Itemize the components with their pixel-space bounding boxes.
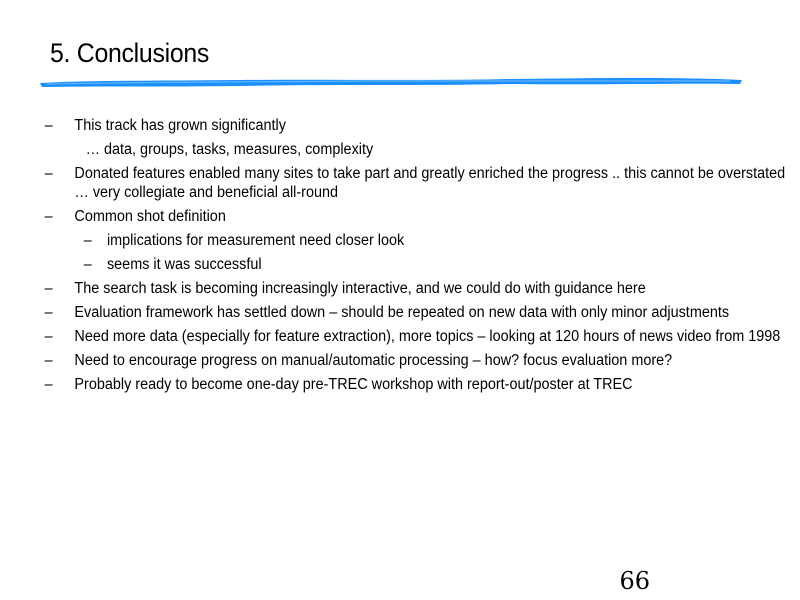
page-number: 66 — [619, 567, 650, 595]
bullet-dash: – — [44, 280, 53, 297]
bullet-dash: – — [44, 304, 53, 321]
bullet-item — [40, 327, 795, 346]
bullet-text: seems it was successful — [106, 256, 262, 273]
bullet-text: Probably ready to become one-day pre-TREC workshop with report-out/poster at TREC — [74, 376, 633, 393]
bullet-item — [40, 375, 795, 394]
bullet-dash: – — [44, 352, 53, 369]
bullet-text: This track has grown significantly — [74, 117, 286, 134]
bullet-text: Need more data (especially for feature extraction), more topics – looking at 120 hours of news video from 1998 — [74, 328, 781, 345]
sub-bullet-item — [40, 255, 800, 274]
sub-bullet-item — [40, 231, 800, 250]
bullet-item — [40, 207, 795, 226]
bullet-list — [40, 116, 786, 399]
bullet-item — [40, 116, 795, 135]
bullet-dash: – — [83, 232, 92, 249]
bullet-text: implications for measurement need closer look — [106, 232, 405, 249]
bullet-continuation — [40, 140, 800, 159]
title-underline-brush — [40, 74, 742, 90]
bullet-dash: – — [83, 256, 92, 273]
slide-title: 5. Conclusions — [50, 38, 210, 68]
bullet-item — [40, 279, 795, 298]
bullet-text: Need to encourage progress on manual/automatic processing – how? focus evaluation more? — [74, 352, 673, 369]
bullet-text: Evaluation framework has settled down – should be repeated on new data with only minor adjustments — [74, 304, 730, 321]
bullet-text: Common shot definition — [74, 208, 226, 225]
bullet-item — [40, 351, 795, 370]
bullet-dash: – — [44, 117, 53, 134]
bullet-item — [40, 303, 795, 322]
bullet-text: … data, groups, tasks, measures, complexity — [85, 141, 374, 158]
bullet-text: The search task is becoming increasingly interactive, and we could do with guidance here — [74, 280, 646, 297]
bullet-dash: – — [44, 208, 53, 225]
bullet-dash: – — [44, 376, 53, 393]
bullet-item — [40, 164, 795, 202]
bullet-dash: – — [44, 165, 53, 182]
bullet-dash: – — [44, 328, 53, 345]
bullet-text: Donated features enabled many sites to take part and greatly enriched the progress .. this cannot be overstated … very collegiate and beneficial all-round — [74, 165, 786, 201]
